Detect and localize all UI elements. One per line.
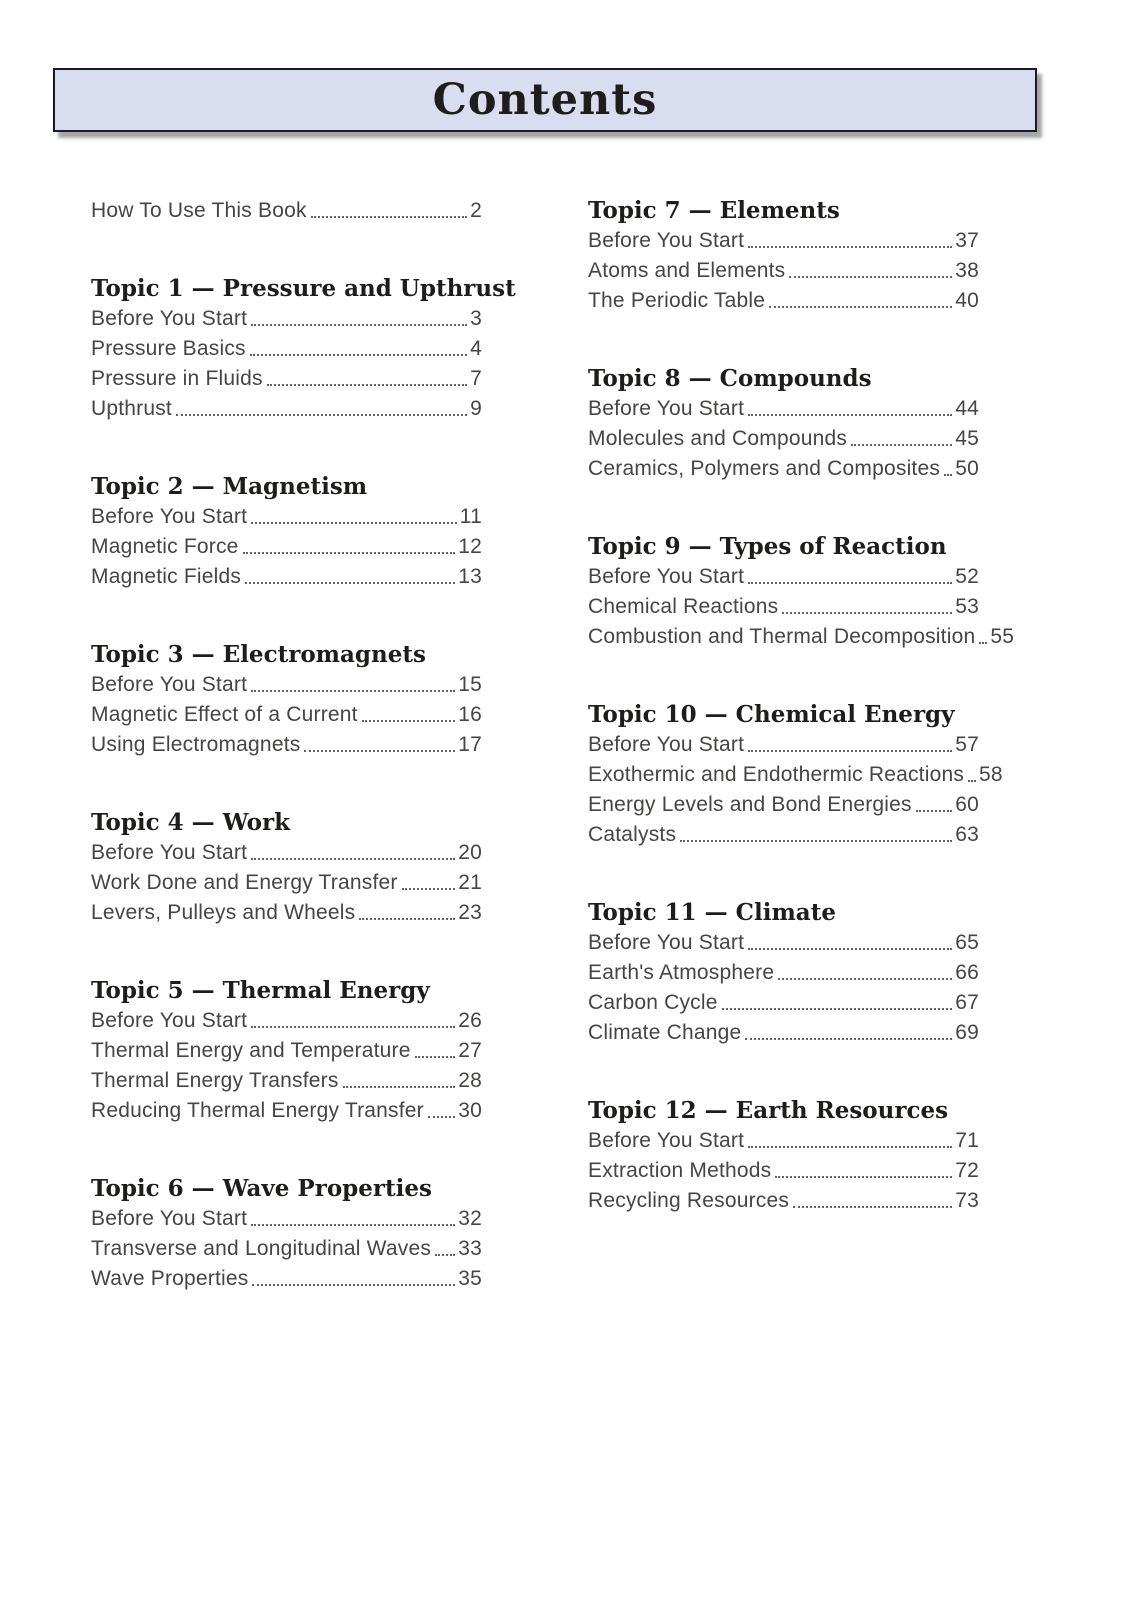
entry-page-number: 50: [955, 457, 979, 480]
section-heading: Topic 12 — Earth Resources: [588, 1097, 949, 1124]
dot-leader: [748, 948, 952, 950]
toc-section: [588, 700, 1003, 850]
entry-label: Before You Start: [588, 1129, 745, 1152]
section-heading: Topic 4 — Work: [91, 809, 291, 836]
toc-entry: [91, 562, 482, 592]
entry-page-number: 26: [458, 1009, 482, 1032]
toc-entry: [91, 1006, 482, 1036]
entry-label: Combustion and Thermal Decomposition: [588, 625, 976, 648]
entry-page-number: 30: [458, 1099, 482, 1122]
entry-label: Climate Change: [588, 1021, 742, 1044]
dot-leader: [176, 414, 467, 416]
toc-entry: [588, 1126, 979, 1156]
toc-entry: [588, 790, 979, 820]
section-heading: Topic 6 — Wave Properties: [91, 1175, 432, 1202]
toc-entry: [91, 334, 482, 364]
dot-leader: [782, 612, 952, 614]
dot-leader: [359, 918, 455, 920]
section-entries: [91, 502, 482, 592]
entry-page-number: 52: [955, 565, 979, 588]
dot-leader: [435, 1254, 455, 1256]
toc-section: [91, 808, 482, 928]
dot-leader: [722, 1008, 953, 1010]
dot-leader: [252, 1284, 455, 1286]
dot-leader: [748, 582, 952, 584]
section-entries: [91, 838, 482, 928]
dot-leader: [778, 978, 952, 980]
toc-entry: [91, 532, 482, 562]
contents-header: [53, 68, 1037, 132]
entry-page-number: 65: [955, 931, 979, 954]
entry-page-number: 20: [458, 841, 482, 864]
entry-page-number: 37: [955, 229, 979, 252]
dot-leader: [775, 1176, 952, 1178]
dot-leader: [251, 522, 457, 524]
entry-page-number: 57: [955, 733, 979, 756]
entry-page-number: 9: [470, 397, 482, 420]
section-heading: Topic 9 — Types of Reaction: [588, 533, 947, 560]
dot-leader: [402, 888, 456, 890]
toc-entry: [588, 760, 1003, 790]
toc-entry: [91, 502, 482, 532]
entry-label: Ceramics, Polymers and Composites: [588, 457, 941, 480]
entry-page-number: 72: [955, 1159, 979, 1182]
toc-column-left: [91, 196, 516, 1294]
entry-page-number: 27: [458, 1039, 482, 1062]
entry-page-number: 32: [458, 1207, 482, 1230]
entry-label: Extraction Methods: [588, 1159, 772, 1182]
entry-label: Before You Start: [588, 397, 745, 420]
entry-page-number: 66: [955, 961, 979, 984]
entry-label: Atoms and Elements: [588, 259, 786, 282]
section-heading: Topic 8 — Compounds: [588, 365, 872, 392]
toc-section: [91, 1174, 482, 1294]
section-entries: [588, 394, 979, 484]
toc-entry: [91, 1204, 482, 1234]
entry-label: Before You Start: [91, 1009, 248, 1032]
dot-leader: [428, 1116, 455, 1118]
dot-leader: [250, 354, 467, 356]
entry-page-number: 55: [990, 625, 1015, 648]
entry-page-number: 60: [955, 793, 979, 816]
entry-label: Before You Start: [588, 931, 745, 954]
dot-leader: [251, 1026, 455, 1028]
toc-section: [91, 976, 482, 1126]
dot-leader: [415, 1056, 456, 1058]
toc-columns: [91, 196, 1015, 1294]
entry-label: Exothermic and Endothermic Reactions: [588, 763, 965, 786]
dot-leader: [251, 690, 455, 692]
entry-label: Pressure in Fluids: [91, 367, 263, 390]
toc-entry: [588, 928, 979, 958]
entry-page-number: 44: [955, 397, 979, 420]
entry-page-number: 17: [458, 733, 482, 756]
toc-entry: [91, 838, 482, 868]
dot-leader: [916, 810, 952, 812]
section-entries: [91, 1204, 482, 1294]
toc-entry: [91, 196, 482, 226]
toc-entry: [588, 424, 979, 454]
section-heading: Topic 10 — Chemical Energy: [588, 701, 955, 728]
toc-entry: [588, 286, 979, 316]
dot-leader: [769, 306, 952, 308]
entry-label: Before You Start: [91, 673, 248, 696]
entry-page-number: 21: [458, 871, 482, 894]
entry-label: Earth's Atmosphere: [588, 961, 775, 984]
section-entries: [588, 226, 979, 316]
entry-page-number: 40: [955, 289, 979, 312]
section-entries: [588, 730, 1003, 850]
entry-page-number: 53: [955, 595, 979, 618]
toc-entry: [588, 1156, 979, 1186]
entry-label: Before You Start: [588, 565, 745, 588]
dot-leader: [745, 1038, 952, 1040]
dot-leader: [245, 582, 455, 584]
entry-page-number: 13: [458, 565, 482, 588]
toc-entry: [91, 1234, 482, 1264]
toc-section: [91, 472, 482, 592]
toc-entry: [91, 1036, 482, 1066]
dot-leader: [748, 414, 952, 416]
dot-leader: [251, 858, 455, 860]
entry-label: Transverse and Longitudinal Waves: [91, 1237, 432, 1260]
toc-entry: [588, 226, 979, 256]
toc-section: [588, 196, 979, 316]
entry-label: Pressure Basics: [91, 337, 246, 360]
entry-label: Before You Start: [91, 841, 248, 864]
entry-label: Before You Start: [91, 307, 248, 330]
entry-label: Energy Levels and Bond Energies: [588, 793, 912, 816]
toc-entry: [588, 256, 979, 286]
dot-leader: [944, 474, 952, 476]
toc-section: [588, 1096, 979, 1216]
toc-entry: [91, 1264, 482, 1294]
section-heading: Topic 2 — Magnetism: [91, 473, 368, 500]
entry-page-number: 45: [955, 427, 979, 450]
entry-label: Recycling Resources: [588, 1189, 790, 1212]
entry-label: Magnetic Force: [91, 535, 239, 558]
entry-page-number: 4: [470, 337, 482, 360]
dot-leader: [362, 720, 456, 722]
entry-label: Using Electromagnets: [91, 733, 301, 756]
toc-section: [588, 532, 1015, 652]
entry-label: Carbon Cycle: [588, 991, 718, 1014]
entry-label: Before You Start: [588, 229, 745, 252]
entry-page-number: 16: [458, 703, 482, 726]
entry-page-number: 2: [470, 199, 482, 222]
toc-entry: [91, 670, 482, 700]
entry-label: Before You Start: [91, 505, 248, 528]
entry-page-number: 15: [458, 673, 482, 696]
dot-leader: [748, 246, 952, 248]
entry-page-number: 58: [979, 763, 1003, 786]
dot-leader: [243, 552, 456, 554]
toc-entry: [588, 454, 979, 484]
entry-label: Work Done and Energy Transfer: [91, 871, 398, 894]
dot-leader: [304, 750, 455, 752]
entry-page-number: 63: [955, 823, 979, 846]
section-heading: Topic 5 — Thermal Energy: [91, 977, 430, 1004]
section-entries: [91, 196, 482, 226]
toc-section: [91, 640, 482, 760]
entry-page-number: 33: [458, 1237, 482, 1260]
toc-entry: [588, 958, 979, 988]
section-heading: Topic 1 — Pressure and Upthrust: [91, 275, 516, 302]
toc-entry: [588, 1018, 979, 1048]
section-entries: [91, 670, 482, 760]
toc-entry: [91, 700, 482, 730]
entry-page-number: 35: [458, 1267, 482, 1290]
toc-section: [91, 196, 482, 226]
toc-entry: [588, 622, 1015, 652]
entry-label: Thermal Energy Transfers: [91, 1069, 339, 1092]
entry-page-number: 67: [955, 991, 979, 1014]
toc-entry: [588, 592, 979, 622]
dot-leader: [748, 1146, 952, 1148]
toc-entry: [588, 562, 979, 592]
entry-label: Chemical Reactions: [588, 595, 779, 618]
entry-page-number: 3: [470, 307, 482, 330]
entry-label: Thermal Energy and Temperature: [91, 1039, 411, 1062]
toc-entry: [91, 868, 482, 898]
section-heading: Topic 7 — Elements: [588, 197, 840, 224]
dot-leader: [968, 780, 976, 782]
dot-leader: [680, 840, 952, 842]
toc-column-right: [588, 196, 1015, 1294]
section-heading: Topic 11 — Climate: [588, 899, 836, 926]
dot-leader: [979, 642, 987, 644]
entry-label: Levers, Pulleys and Wheels: [91, 901, 356, 924]
entry-label: Molecules and Compounds: [588, 427, 848, 450]
section-entries: [588, 928, 979, 1048]
entry-label: Before You Start: [588, 733, 745, 756]
entry-label: Upthrust: [91, 397, 172, 420]
entry-page-number: 23: [458, 901, 482, 924]
entry-page-number: 12: [458, 535, 482, 558]
entry-page-number: 7: [470, 367, 482, 390]
entry-label: Catalysts: [588, 823, 677, 846]
toc-entry: [588, 820, 979, 850]
dot-leader: [851, 444, 952, 446]
toc-entry: [91, 1096, 482, 1126]
toc-entry: [588, 730, 979, 760]
toc-entry: [91, 730, 482, 760]
entry-page-number: 69: [955, 1021, 979, 1044]
entry-page-number: 71: [955, 1129, 979, 1152]
dot-leader: [251, 1224, 455, 1226]
dot-leader: [789, 276, 952, 278]
toc-entry: [91, 394, 482, 424]
dot-leader: [343, 1086, 456, 1088]
entry-page-number: 28: [458, 1069, 482, 1092]
dot-leader: [311, 216, 467, 218]
toc-section: [588, 898, 979, 1048]
entry-label: How To Use This Book: [91, 199, 307, 222]
section-entries: [588, 562, 1015, 652]
dot-leader: [251, 324, 467, 326]
toc-entry: [588, 988, 979, 1018]
toc-entry: [91, 1066, 482, 1096]
entry-label: The Periodic Table: [588, 289, 766, 312]
dot-leader: [793, 1206, 952, 1208]
toc-entry: [91, 364, 482, 394]
entry-label: Magnetic Fields: [91, 565, 242, 588]
toc-entry: [588, 394, 979, 424]
entry-page-number: 11: [459, 505, 482, 528]
entry-label: Magnetic Effect of a Current: [91, 703, 358, 726]
section-entries: [91, 1006, 482, 1126]
toc-entry: [588, 1186, 979, 1216]
entry-page-number: 38: [955, 259, 979, 282]
entry-label: Wave Properties: [91, 1267, 249, 1290]
toc-section: [588, 364, 979, 484]
toc-section: [91, 274, 516, 424]
entry-label: Reducing Thermal Energy Transfer: [91, 1099, 424, 1122]
section-entries: [91, 304, 482, 424]
dot-leader: [267, 384, 467, 386]
section-heading: Topic 3 — Electromagnets: [91, 641, 426, 668]
toc-entry: [91, 898, 482, 928]
entry-page-number: 73: [955, 1189, 979, 1212]
toc-entry: [91, 304, 482, 334]
entry-label: Before You Start: [91, 1207, 248, 1230]
section-entries: [588, 1126, 979, 1216]
page-title: Contents: [432, 75, 658, 125]
dot-leader: [748, 750, 952, 752]
